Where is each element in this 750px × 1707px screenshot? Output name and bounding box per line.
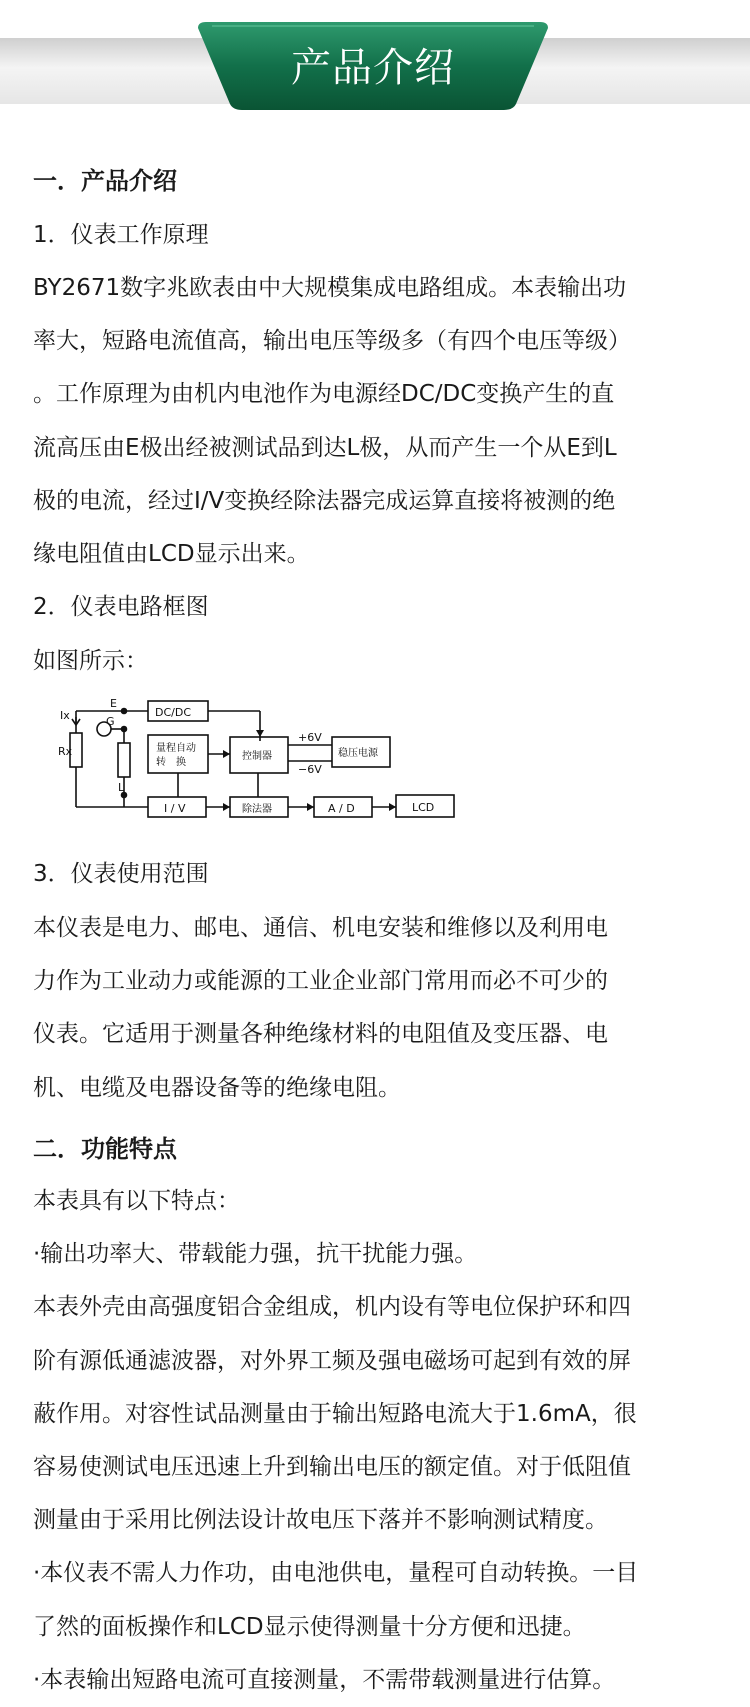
paragraph-principle bbox=[33, 262, 723, 581]
text-line: 。工作原理为由机内电池作为电源经DC/DC变换产生的直 bbox=[33, 381, 615, 408]
text-line: ·本仪表不需人力作功，由电池供电，量程可自动转换。一目 bbox=[33, 1560, 639, 1587]
text-line: ·本表输出短路电流可直接测量，不需带载测量进行估算。 bbox=[33, 1666, 616, 1693]
text-line: 机、电缆及电器设备等的绝缘电阻。 bbox=[33, 1074, 401, 1101]
terminal-e-label: E bbox=[110, 697, 117, 710]
lcd-block-label: LCD bbox=[412, 801, 435, 814]
text-line: 阶有源低通滤波器，对外界工频及强电磁场可起到有效的屏 bbox=[33, 1347, 631, 1374]
text-line: 本表外壳由高强度铝合金组成，机内设有等电位保护环和四 bbox=[33, 1294, 631, 1321]
subheading-circuit: 2．仪表电路框图 bbox=[33, 594, 209, 620]
subheading-principle: 1．仪表工作原理 bbox=[33, 222, 209, 248]
banner-title: 产品介绍 bbox=[291, 45, 455, 91]
regulator-block-label: 稳压电源 bbox=[338, 748, 378, 759]
text-line: ·输出功率大、带载能力强，抗干扰能力强。 bbox=[33, 1241, 478, 1268]
text-line: 本表具有以下特点： bbox=[33, 1188, 240, 1214]
positive-voltage-label: +6V bbox=[298, 731, 322, 744]
text-line: 本仪表是电力、邮电、通信、机电安装和维修以及利用电 bbox=[33, 915, 608, 941]
text-line: 力作为工业动力或能源的工业企业部门常用而必不可少的 bbox=[33, 968, 608, 995]
paragraph-usage bbox=[33, 902, 723, 1115]
section-heading-intro: 一．产品介绍 bbox=[33, 167, 177, 195]
paragraph-features bbox=[33, 1175, 723, 1707]
text-line: 测量由于采用比例法设计故电压下落并不影响测试精度。 bbox=[33, 1507, 608, 1534]
section-banner bbox=[0, 0, 750, 120]
current-ix-label: Ix bbox=[60, 709, 70, 722]
text-line: 了然的面板操作和LCD显示使得测量十分方便和迅捷。 bbox=[33, 1613, 586, 1640]
circuit-block-diagram bbox=[58, 697, 498, 827]
iv-block-label: I / V bbox=[164, 802, 186, 815]
text-line: 极的电流，经过I/V变换经除法器完成运算直接将被测的绝 bbox=[33, 487, 616, 514]
ad-block-label: A / D bbox=[328, 802, 355, 815]
text-line: 蔽作用。对容性试品测量由于输出短路电流大于1.6mA，很 bbox=[33, 1400, 637, 1427]
divider-block-label: 除法器 bbox=[242, 804, 272, 815]
text-line: 流高压由E极出经被测试品到达L极，从而产生一个从E到L bbox=[33, 434, 617, 461]
text-line: 容易使测试电压迅速上升到输出电压的额定值。对于低阻值 bbox=[33, 1453, 631, 1480]
terminal-g-label: G bbox=[106, 715, 115, 728]
text-line: 率大，短路电流值高，输出电压等级多（有四个电压等级） bbox=[33, 328, 631, 355]
range-switch-label-2: 转 换 bbox=[156, 757, 186, 768]
diagram-caption: 如图所示： bbox=[33, 648, 148, 674]
negative-voltage-label: −6V bbox=[298, 763, 322, 776]
text-line: 仪表。它适用于测量各种绝缘材料的电阻值及变压器、电 bbox=[33, 1021, 608, 1048]
text-line: BY2671数字兆欧表由中大规模集成电路组成。本表输出功 bbox=[33, 275, 627, 301]
controller-block-label: 控制器 bbox=[242, 751, 272, 762]
dcdc-block-label: DC/DC bbox=[155, 706, 192, 719]
subheading-usage: 3．仪表使用范围 bbox=[33, 861, 209, 887]
range-switch-label-1: 量程自动 bbox=[156, 743, 196, 754]
terminal-l-label: L bbox=[118, 781, 125, 794]
text-line: 缘电阻值由LCD显示出来。 bbox=[33, 540, 310, 567]
section-heading-features: 二．功能特点 bbox=[33, 1135, 177, 1163]
resistor-rx-label: Rx bbox=[58, 745, 73, 758]
